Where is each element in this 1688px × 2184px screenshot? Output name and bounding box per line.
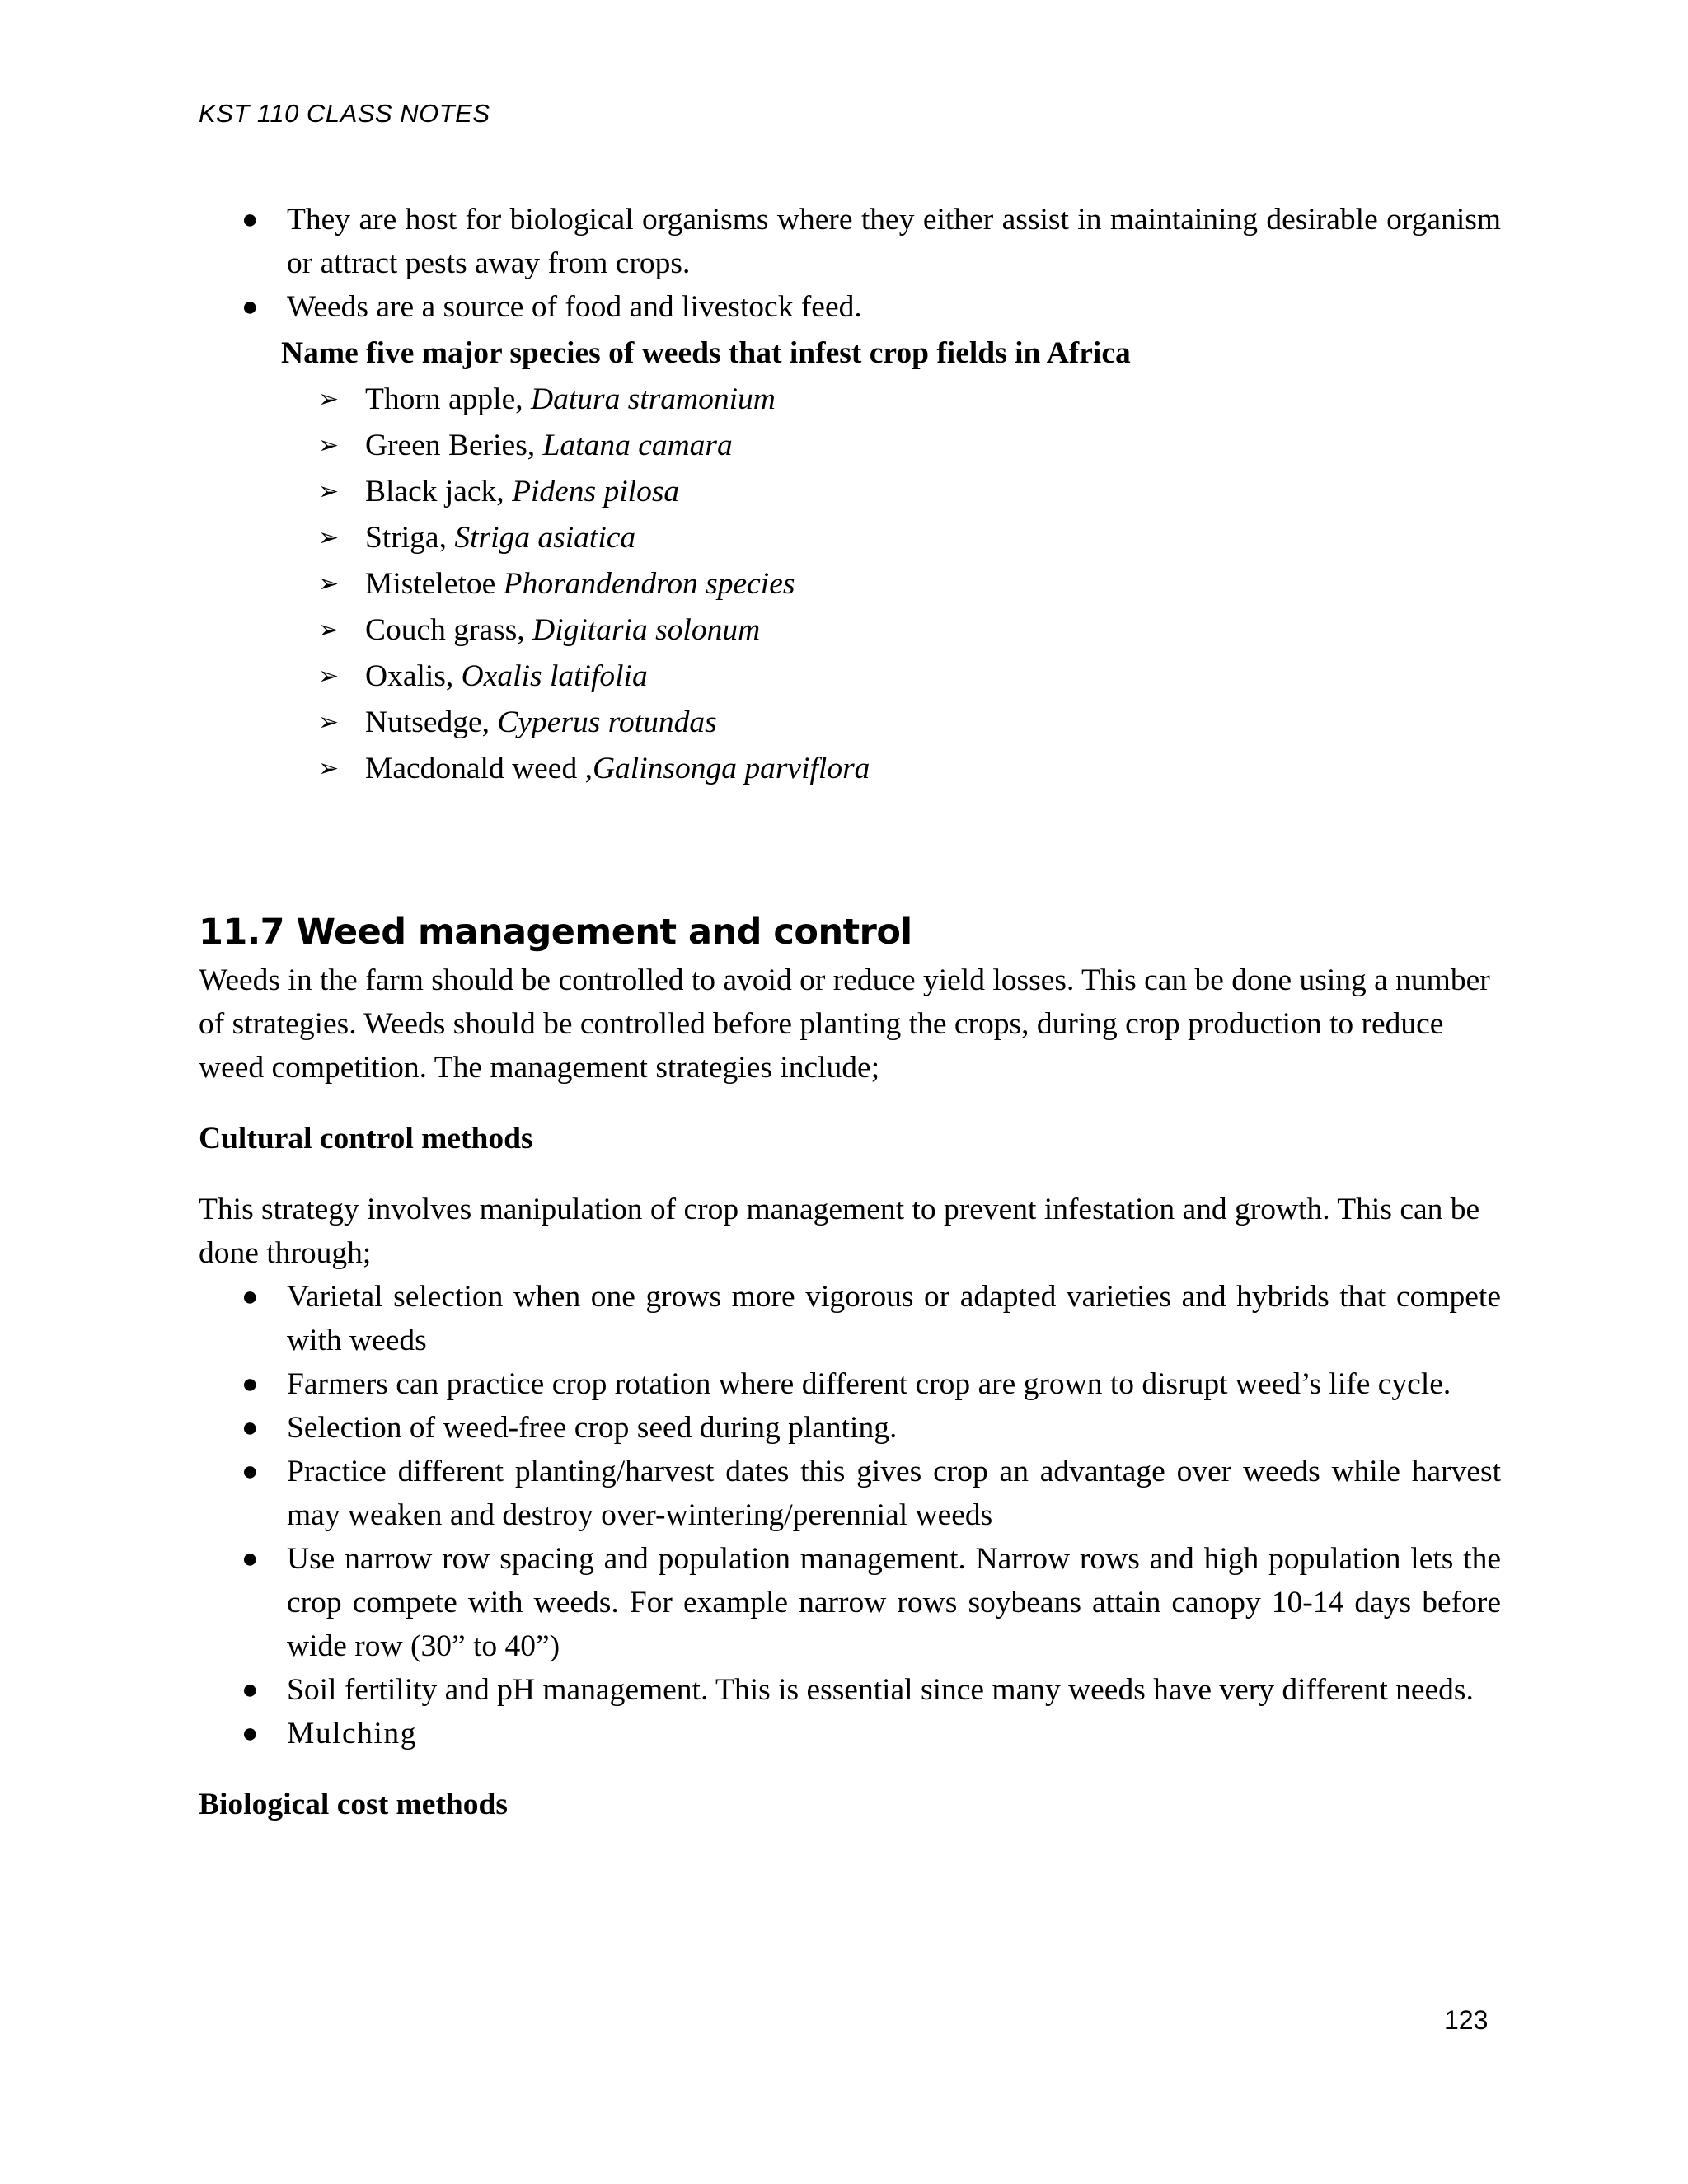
arrow-bullet-icon: ➢	[318, 708, 340, 737]
species-heading: Name five major species of weeds that infest crop fields in Africa	[281, 336, 1131, 370]
list-item: ➢ Macdonald weed ,Galinsonga parviflora	[199, 746, 1501, 792]
arrow-bullet-icon: ➢	[318, 662, 340, 691]
list-item: ● Weeds are a source of food and livestock feed.	[199, 285, 1501, 329]
intro-bullet-list	[199, 198, 1501, 329]
bullet-icon: ●	[241, 1544, 259, 1574]
arrow-bullet-icon: ➢	[318, 477, 340, 506]
arrow-bullet-icon: ➢	[318, 523, 340, 552]
list-item: ● Soil fertility and pH management. This is essential since many weeds have very different needs.	[199, 1668, 1501, 1712]
section-title: 11.7 Weed management and control	[199, 912, 912, 953]
list-item: ● They are host for biological organisms where they either assist in maintaining desirable organism or attract pests away from crops.	[199, 198, 1501, 285]
list-item: ➢ Thorn apple, Datura stramonium	[199, 377, 1501, 423]
list-item: ➢ Couch grass, Digitaria solonum	[199, 607, 1501, 654]
list-item: ➢ Oxalis, Oxalis latifolia	[199, 654, 1501, 700]
bullet-icon: ●	[241, 1456, 259, 1487]
list-item: ➢ Striga, Striga asiatica	[199, 515, 1501, 561]
list-item: ➢ Black jack, Pidens pilosa	[199, 469, 1501, 515]
cultural-paragraph: This strategy involves manipulation of crop management to prevent infestation and growth. This can be done through;	[199, 1193, 1480, 1270]
bullet-icon: ●	[241, 1413, 259, 1443]
list-item: ● Farmers can practice crop rotation where different crop are grown to disrupt weed’s life cycle.	[199, 1362, 1501, 1406]
bullet-icon: ●	[241, 292, 259, 322]
arrow-bullet-icon: ➢	[318, 385, 340, 414]
bullet-icon: ●	[241, 1369, 259, 1399]
section-paragraph: Weeds in the farm should be controlled to avoid or reduce yield losses. This can be done using a number of strategies. Weeds should be controlled before planting the crops, during crop production to reduce weed competition. The management strategies include;	[199, 963, 1490, 1085]
list-item: ● Varietal selection when one grows more vigorous or adapted varieties and hybrids that compete with weeds	[199, 1275, 1501, 1362]
bullet-icon: ●	[241, 1282, 259, 1312]
bullet-icon: ●	[241, 204, 259, 235]
species-list	[199, 377, 1501, 792]
page-number: 123	[1444, 2005, 1489, 2035]
list-item: ➢ Misteletoe Phorandendron species	[199, 561, 1501, 607]
arrow-bullet-icon: ➢	[318, 431, 340, 460]
list-item: ● Mulching	[199, 1712, 1501, 1755]
bullet-icon: ●	[241, 1675, 259, 1705]
arrow-bullet-icon: ➢	[318, 616, 340, 644]
arrow-bullet-icon: ➢	[318, 754, 340, 783]
page-header: KST 110 CLASS NOTES	[199, 99, 490, 128]
list-item: ● Selection of weed-free crop seed during planting.	[199, 1406, 1501, 1450]
page-content	[199, 198, 1501, 1826]
cultural-bullet-list	[199, 1275, 1501, 1755]
list-item: ➢ Nutsedge, Cyperus rotundas	[199, 700, 1501, 746]
list-item: ● Use narrow row spacing and population management. Narrow rows and high population lets the crop compete with weeds. For example narrow rows soybeans attain canopy 10-14 days before wide row (30” to 40”)	[199, 1537, 1501, 1668]
arrow-bullet-icon: ➢	[318, 569, 340, 598]
bullet-icon: ●	[241, 1718, 259, 1749]
biological-heading: Biological cost methods	[199, 1788, 508, 1821]
list-item: ➢ Green Beries, Latana camara	[199, 423, 1501, 469]
list-item: ● Practice different planting/harvest dates this gives crop an advantage over weeds while harvest may weaken and destroy over-wintering/perennial weeds	[199, 1450, 1501, 1537]
cultural-heading: Cultural control methods	[199, 1122, 533, 1155]
